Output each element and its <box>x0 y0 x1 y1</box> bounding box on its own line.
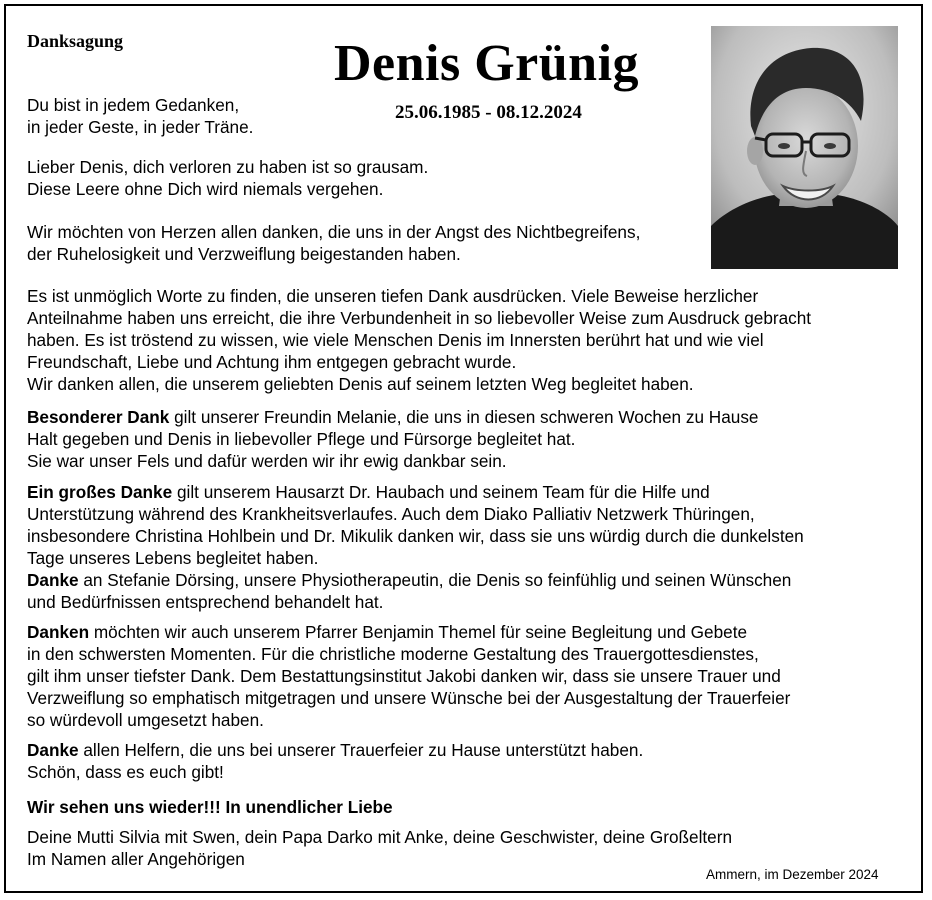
place-date: Ammern, im Dezember 2024 <box>706 867 879 882</box>
p3-line-4: Freundschaft, Liebe und Achtung ihm entgegen gebracht wurde. <box>27 352 517 372</box>
paragraph-7 <box>27 739 643 783</box>
paragraph-3 <box>27 285 811 395</box>
p1-line-2: Diese Leere ohne Dich wird niemals vergehen. <box>27 179 384 199</box>
signature-block <box>27 826 732 870</box>
p3-line-3: haben. Es ist tröstend zu wissen, wie viele Menschen Denis im Innersten berührt hat und wie viel <box>27 330 764 350</box>
heading: Danksagung <box>27 31 124 51</box>
p5-lead: Ein großes Danke <box>27 482 173 502</box>
p6-lead: Danken <box>27 622 90 642</box>
p2-line-1: Wir möchten von Herzen allen danken, die uns in der Angst des Nichtbegreifens, <box>27 222 641 242</box>
p6-line-4: Verzweiflung so emphatisch mitgetragen und unsere Wünsche bei der Ausgestaltung der Trauerfeier <box>27 688 791 708</box>
signature-line-2: Im Namen aller Angehörigen <box>27 849 245 869</box>
p7-line-1: allen Helfern, die uns bei unserer Trauerfeier zu Hause unterstützt haben. <box>78 740 644 760</box>
intro-verse <box>27 94 253 138</box>
p5-line-1: gilt unserem Hausarzt Dr. Haubach und seinem Team für die Hilfe und <box>172 482 710 502</box>
paragraph-1 <box>27 156 428 200</box>
p4-line-3: Sie war unser Fels und dafür werden wir ihr ewig dankbar sein. <box>27 451 507 471</box>
p5-lead-2: Danke <box>27 570 79 590</box>
paragraph-2 <box>27 221 640 265</box>
p4-lead: Besonderer Dank <box>27 407 170 427</box>
signature-line-1: Deine Mutti Silvia mit Swen, dein Papa Darko mit Anke, deine Geschwister, deine Großeltern <box>27 827 733 847</box>
p5-line-5: an Stefanie Dörsing, unsere Physiotherapeutin, die Denis so feinfühlig und seinen Wünschen <box>78 570 792 590</box>
p6-line-1: möchten wir auch unserem Pfarrer Benjamin Themel für seine Begleitung und Gebete <box>89 622 748 642</box>
p5-line-3: insbesondere Christina Hohlbein und Dr. Mikulik danken wir, dass sie uns würdig durch die dunkelsten <box>27 526 804 546</box>
life-dates: 25.06.1985 - 08.12.2024 <box>395 102 582 123</box>
closing-line: Wir sehen uns wieder!!! In unendlicher Liebe <box>27 797 393 817</box>
paragraph-4 <box>27 406 759 472</box>
p3-line-5: Wir danken allen, die unserem geliebten Denis auf seinem letzten Weg begleitet haben. <box>27 374 694 394</box>
intro-line-1: Du bist in jedem Gedanken, <box>27 95 240 115</box>
p7-line-2: Schön, dass es euch gibt! <box>27 762 224 782</box>
p4-line-1: gilt unserer Freundin Melanie, die uns in diesen schweren Wochen zu Hause <box>169 407 759 427</box>
p5-line-4: Tage unseres Lebens begleitet haben. <box>27 548 319 568</box>
p7-lead: Danke <box>27 740 79 760</box>
p3-line-1: Es ist unmöglich Worte zu finden, die unseren tiefen Dank ausdrücken. Viele Beweise herzlicher <box>27 286 759 306</box>
p4-line-2: Halt gegeben und Denis in liebevoller Pflege und Fürsorge begleitet hat. <box>27 429 576 449</box>
p6-line-5: so würdevoll umgesetzt haben. <box>27 710 264 730</box>
p1-line-1: Lieber Denis, dich verloren zu haben ist so grausam. <box>27 157 429 177</box>
portrait-photo <box>711 26 898 269</box>
intro-line-2: in jeder Geste, in jeder Träne. <box>27 117 254 137</box>
paragraph-5 <box>27 481 804 613</box>
p2-line-2: der Ruhelosigkeit und Verzweiflung beigestanden haben. <box>27 244 461 264</box>
deceased-name: Denis Grünig <box>334 35 640 92</box>
p5-line-2: Unterstützung während des Krankheitsverlaufes. Auch dem Diako Palliativ Netzwerk Thüringen, <box>27 504 755 524</box>
p5-line-6: und Bedürfnissen entsprechend behandelt hat. <box>27 592 384 612</box>
p6-line-2: in den schwersten Momenten. Für die christliche moderne Gestaltung des Trauergottesdienstes, <box>27 644 759 664</box>
p6-line-3: gilt ihm unser tiefster Dank. Dem Bestattungsinstitut Jakobi danken wir, dass sie unsere Trauer und <box>27 666 781 686</box>
paragraph-6 <box>27 621 790 731</box>
p3-line-2: Anteilnahme haben uns erreicht, die ihre Verbundenheit in so liebevoller Weise zum Ausdruck gebracht <box>27 308 812 328</box>
